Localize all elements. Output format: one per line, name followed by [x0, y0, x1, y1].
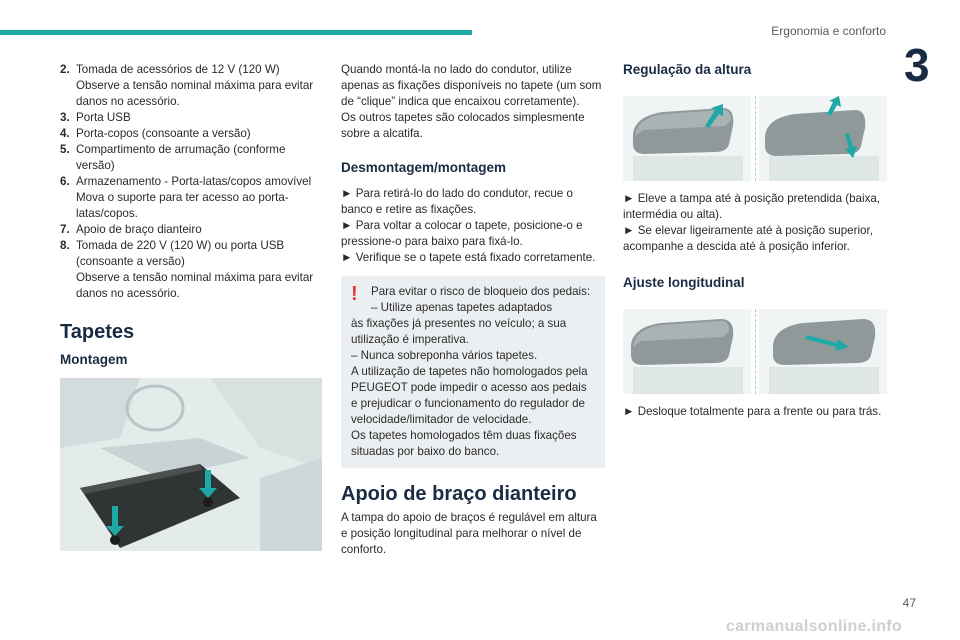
- warning-line-2: – Utilize apenas tapetes adaptados: [371, 301, 553, 314]
- floor-mat-drawing: [60, 378, 322, 551]
- chapter-number: 3: [904, 39, 930, 91]
- warning-box: [341, 276, 605, 468]
- list-item-note: Observe a tensão nominal máxima para evitar danos no acessório.: [76, 79, 314, 108]
- list-item-text: Tomada de 220 V (120 W) ou porta USB (consoante a versão): [76, 239, 285, 268]
- list-item: [60, 238, 322, 270]
- armrest-raised-image: [623, 96, 751, 181]
- image-divider: [755, 96, 756, 181]
- list-item-number: 7.: [60, 223, 70, 236]
- section-title: Ergonomia e conforto: [771, 24, 886, 38]
- armrest-forward-image: [759, 309, 887, 394]
- list-item: [60, 222, 322, 238]
- list-item: [60, 110, 322, 126]
- height-step-2: ► Se elevar ligeiramente até à posição superior, acompanhe a descida até à posição inferior.: [623, 224, 873, 253]
- warning-line-1: Para evitar o risco de bloqueio dos pedais:: [371, 285, 591, 298]
- numbered-list: [60, 62, 322, 302]
- longitudinal-adjust-illustration: [623, 309, 887, 394]
- column-1: [60, 62, 322, 551]
- list-item-number: 3.: [60, 111, 70, 124]
- armrest-rear-image: [623, 309, 751, 394]
- step-remove: ► Para retirá-lo do lado do condutor, recue o banco e retire as fixações.: [341, 187, 573, 216]
- height-adjust-illustration: [623, 96, 887, 181]
- longitudinal-step-1: ► Desloque totalmente para a frente ou para trás.: [623, 405, 882, 418]
- list-item-text: Armazenamento - Porta-latas/copos amovível: [76, 175, 312, 188]
- list-item-text: Porta-copos (consoante a versão): [76, 127, 251, 140]
- step-refit: ► Para voltar a colocar o tapete, posicione-o e pressione-o para baixo para fixá-lo.: [341, 219, 583, 248]
- list-item-number: 6.: [60, 175, 70, 188]
- height-step-1: ► Eleve a tampa até à posição pretendida (baixa, intermédia ou alta).: [623, 192, 881, 221]
- list-item-number: 5.: [60, 143, 70, 156]
- list-item-note: Mova o suporte para ter acesso ao porta-latas/copos.: [76, 191, 289, 220]
- list-item-number: 8.: [60, 239, 70, 252]
- column-2: [341, 62, 605, 558]
- column-3: [623, 62, 887, 420]
- armrest-lowered-image: [759, 96, 887, 181]
- list-item-number: 4.: [60, 127, 70, 140]
- mounting-note: Quando montá-la no lado do condutor, utilize apenas as fixações disponíveis no tapete (um som de “clique” indica que encaixou corretamente).: [341, 63, 602, 108]
- warning-line-3: às fixações já presentes no veículo; a sua utilização é imperativa.: [351, 317, 567, 346]
- heading-ajuste-longitudinal: Ajuste longitudinal: [623, 275, 745, 290]
- step-check: ► Verifique se o tapete está fixado corretamente.: [341, 251, 596, 264]
- watermark: carmanualsonline.info: [725, 618, 902, 635]
- list-item: [60, 142, 322, 174]
- list-item-text: Tomada de acessórios de 12 V (120 W): [76, 63, 280, 76]
- warning-line-4: – Nunca sobreponha vários tapetes.: [351, 349, 538, 362]
- other-mats-note: Os outros tapetes são colocados simplesmente sobre a alcatifa.: [341, 111, 585, 140]
- heading-regulacao-altura: Regulação da altura: [623, 62, 752, 77]
- warning-icon: !: [351, 283, 358, 305]
- image-divider: [755, 309, 756, 394]
- heading-apoio-braco: Apoio de braço dianteiro: [341, 483, 577, 505]
- warning-line-6: Os tapetes homologados têm duas fixações situadas por baixo do banco.: [351, 429, 577, 458]
- list-item: [60, 62, 322, 78]
- heading-montagem: Montagem: [60, 352, 128, 367]
- apoio-description: A tampa do apoio de braços é regulável em altura e posição longitudinal para melhorar o nível de conforto.: [341, 511, 597, 556]
- list-item: [60, 174, 322, 190]
- header-accent-bar: [0, 30, 472, 35]
- heading-tapetes: Tapetes: [60, 321, 135, 343]
- list-item-number: 2.: [60, 63, 70, 76]
- heading-desmontagem: Desmontagem/montagem: [341, 160, 507, 175]
- list-item-text: Porta USB: [76, 111, 131, 124]
- list-item-text: Apoio de braço dianteiro: [76, 223, 202, 236]
- floor-mat-illustration: [60, 378, 322, 551]
- warning-line-5: A utilização de tapetes não homologados pela PEUGEOT pode impedir o acesso aos pedais e prejudicar o funcionamento do regulador de velocidade/limitador de velocidade.: [351, 365, 588, 426]
- page-number: 47: [902, 596, 916, 610]
- list-item: [60, 126, 322, 142]
- list-item-text: Compartimento de arrumação (conforme versão): [76, 143, 286, 172]
- list-item-note: Observe a tensão nominal máxima para evitar danos no acessório.: [76, 271, 314, 300]
